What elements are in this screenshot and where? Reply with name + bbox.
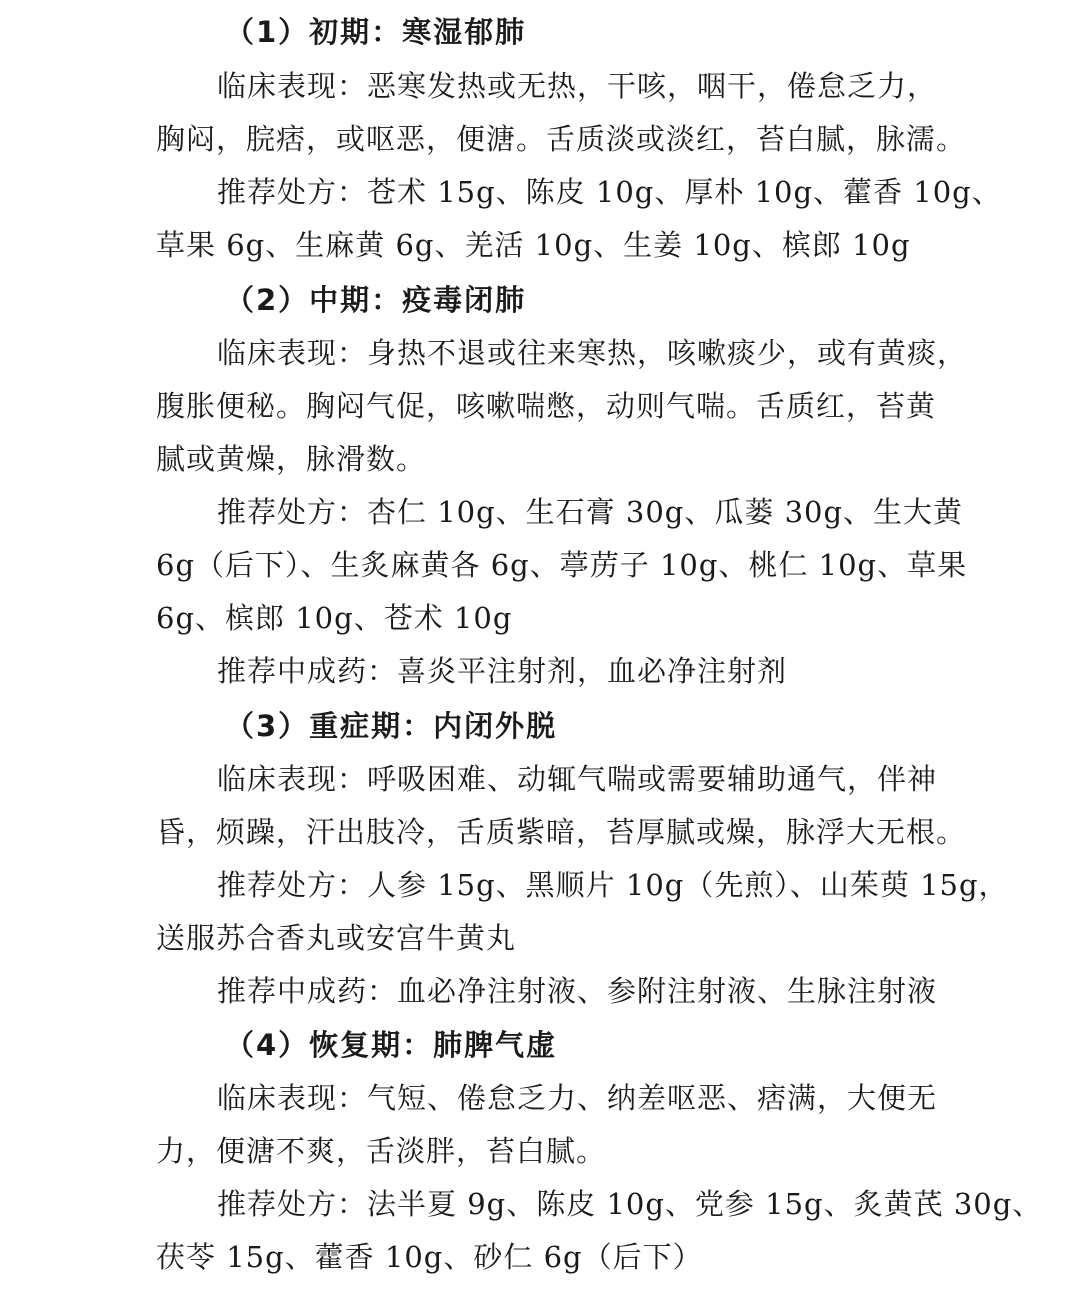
paragraph-line: 推荐中成药：喜炎平注射剂，血必净注射剂 [217, 654, 788, 688]
paragraph-line: 推荐处方：人参 15g、黑顺片 10g（先煎）、山茱萸 15g， [217, 868, 1009, 902]
paragraph-line: 6g（后下）、生炙麻黄各 6g、葶苈子 10g、桃仁 10g、草果 [156, 548, 968, 582]
paragraph-line: 推荐处方：法半夏 9g、陈皮 10g、党参 15g、炙黄芪 30g、 [217, 1187, 1043, 1221]
section-heading: （1）初期：寒湿郁肺 [225, 15, 527, 49]
paragraph-line: 胸闷，脘痞，或呕恶，便溏。舌质淡或淡红，苔白腻，脉濡。 [156, 122, 967, 156]
paragraph-line: 推荐处方：杏仁 10g、生石膏 30g、瓜蒌 30g、生大黄 [217, 495, 964, 529]
section-heading: （4）恢复期：肺脾气虚 [225, 1028, 558, 1062]
paragraph-line: 茯苓 15g、藿香 10g、砂仁 6g（后下） [156, 1240, 703, 1274]
section-heading: （3）重症期：内闭外脱 [225, 709, 558, 743]
paragraph-line: 草果 6g、生麻黄 6g、羌活 10g、生姜 10g、槟郎 10g [156, 228, 911, 262]
paragraph-line: 腻或黄燥，脉滑数。 [156, 442, 427, 476]
paragraph-line: 临床表现：呼吸困难、动辄气喘或需要辅助通气，伴神 [217, 762, 938, 796]
paragraph-line: 临床表现：身热不退或往来寒热，咳嗽痰少，或有黄痰， [217, 336, 968, 370]
paragraph-line: 临床表现：气短、倦怠乏力、纳差呕恶、痞满，大便无 [217, 1081, 938, 1115]
paragraph-line: 6g、槟郎 10g、苍术 10g [156, 601, 513, 635]
paragraph-line: 腹胀便秘。胸闷气促，咳嗽喘憋，动则气喘。舌质红，苔黄 [156, 389, 937, 423]
paragraph-line: 送服苏合香丸或安宫牛黄丸 [156, 921, 517, 955]
paragraph-line: 临床表现：恶寒发热或无热，干咳，咽干，倦怠乏力， [217, 69, 938, 103]
paragraph-line: 力，便溏不爽，舌淡胖，苔白腻。 [156, 1134, 607, 1168]
paragraph-line: 推荐中成药：血必净注射液、参附注射液、生脉注射液 [217, 974, 938, 1008]
paragraph-line: 推荐处方：苍术 15g、陈皮 10g、厚朴 10g、藿香 10g、 [217, 175, 1002, 209]
section-heading: （2）中期：疫毒闭肺 [225, 283, 527, 317]
paragraph-line: 昏，烦躁，汗出肢冷，舌质紫暗，苔厚腻或燥，脉浮大无根。 [156, 815, 967, 849]
